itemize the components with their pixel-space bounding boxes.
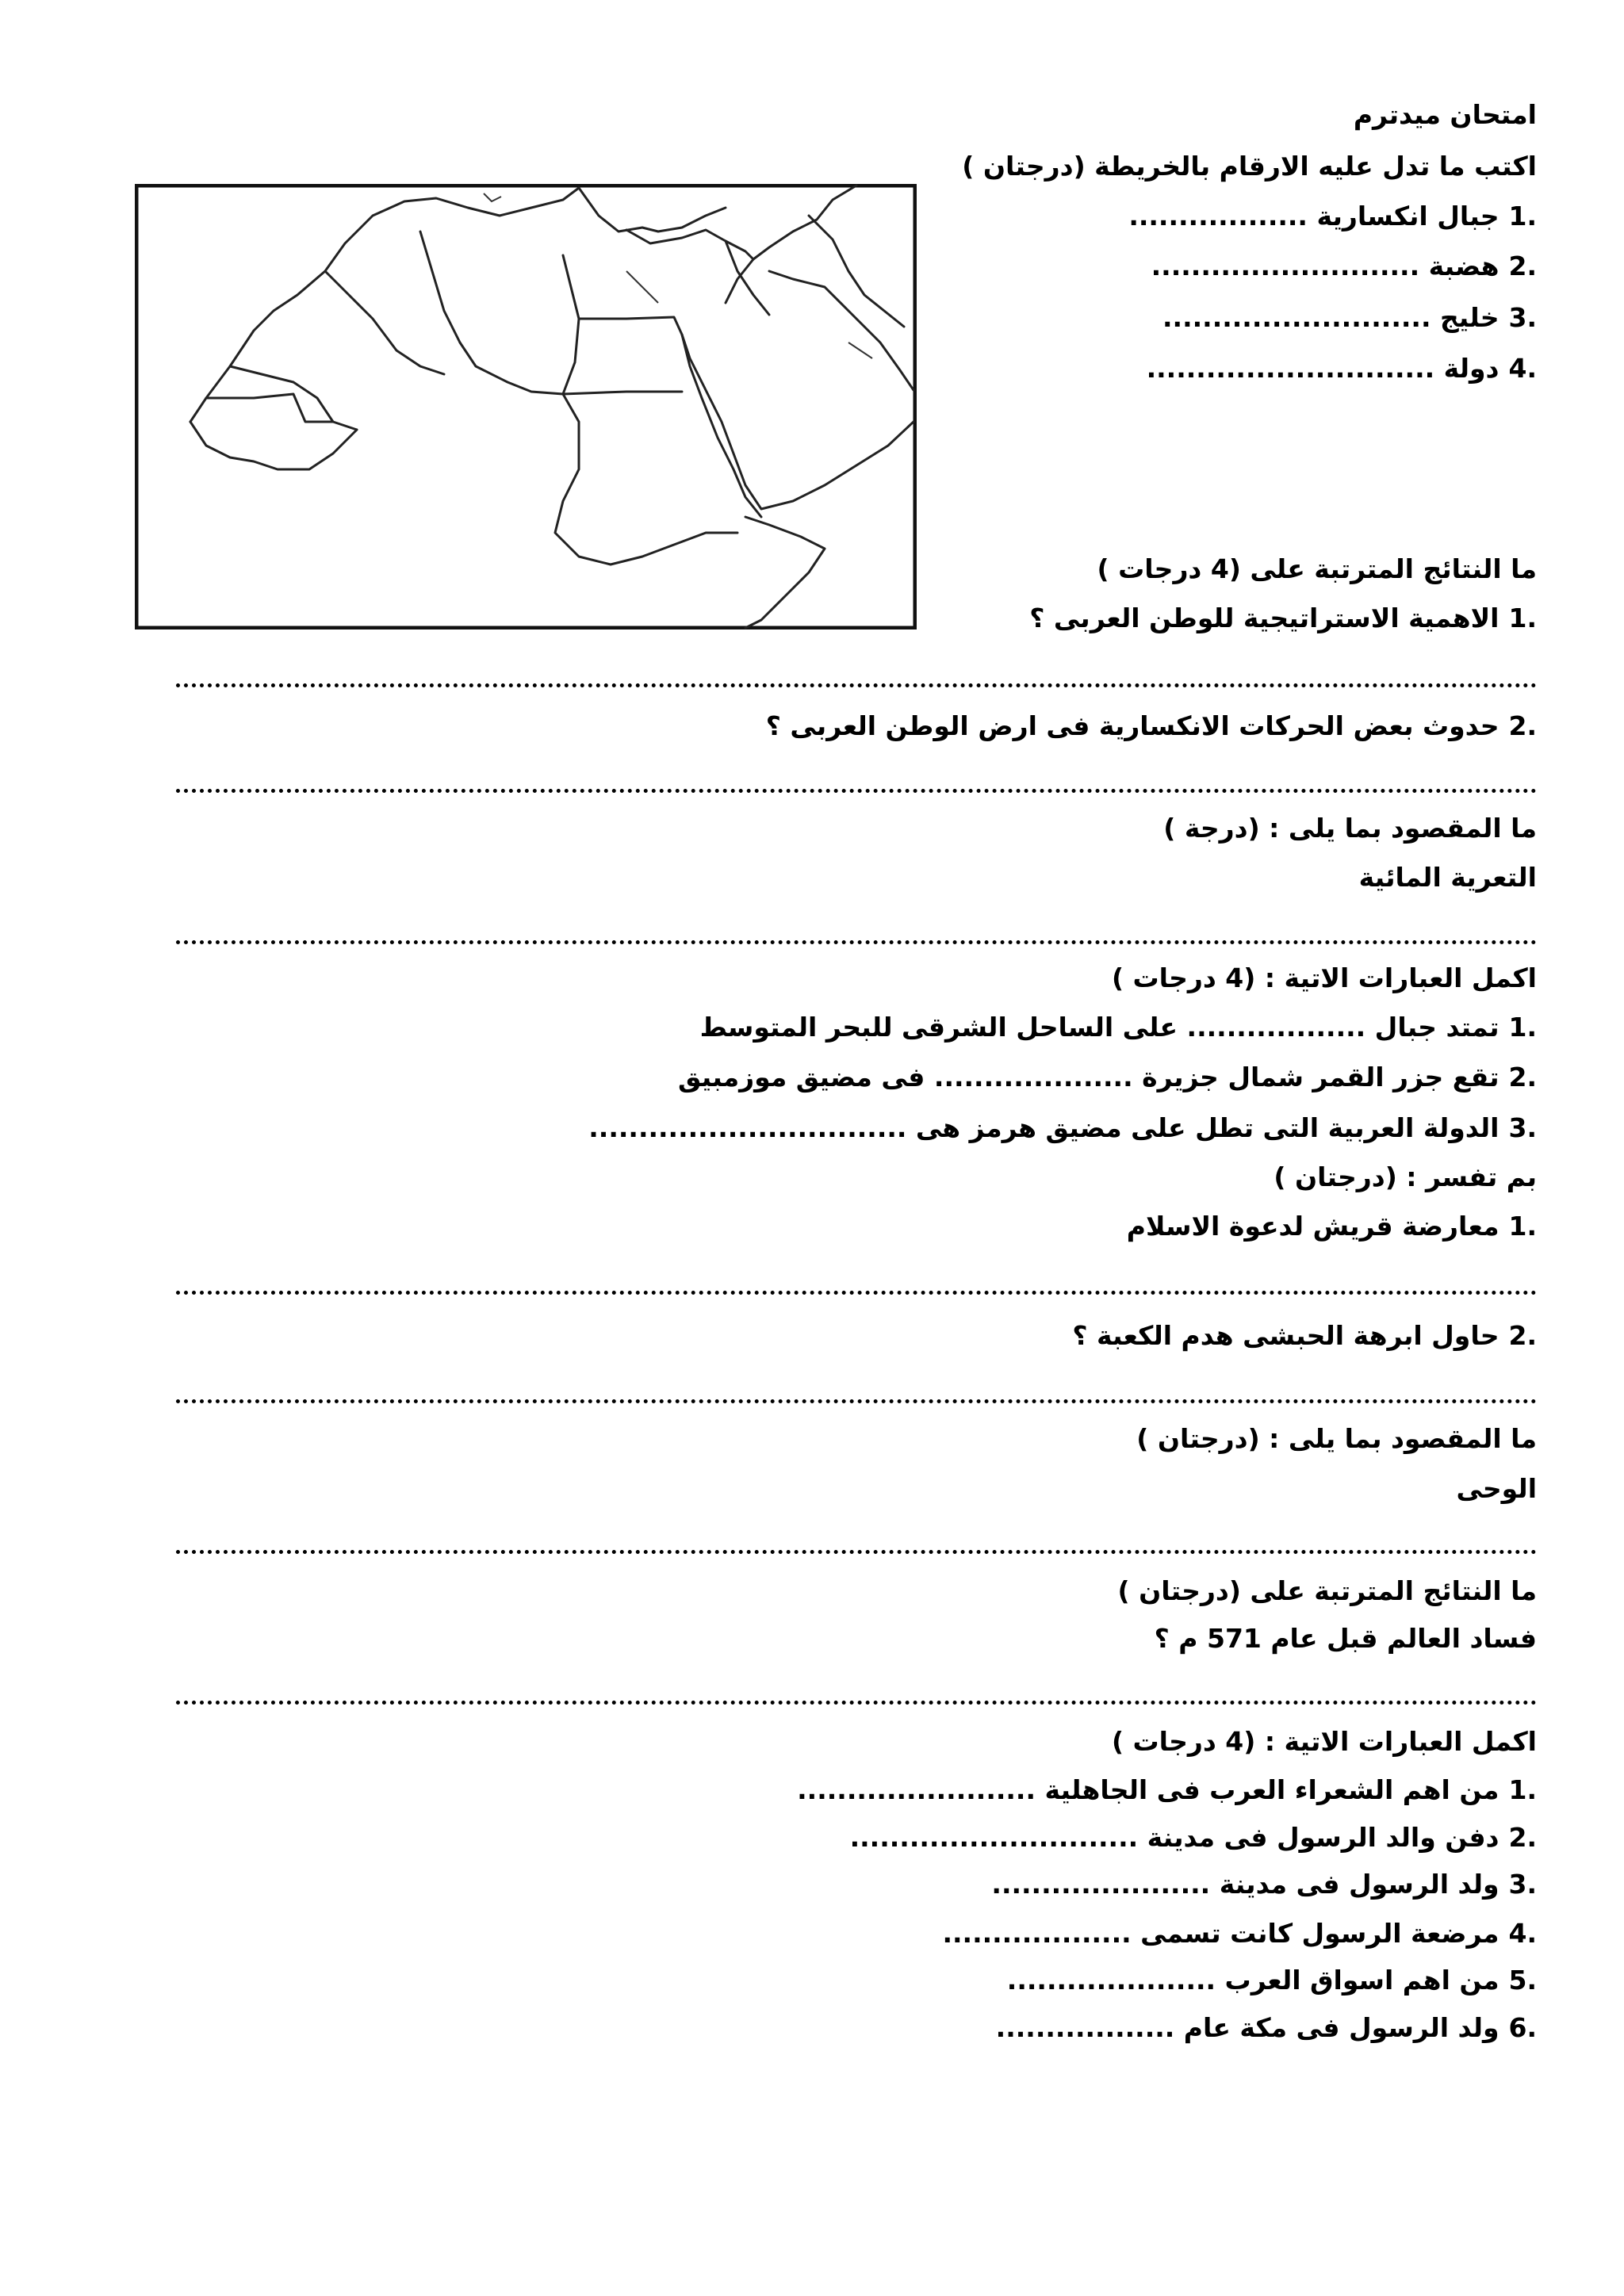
- item-number: 2.: [1508, 1822, 1537, 1853]
- map-item-text: هضبة ...........................: [1151, 251, 1500, 281]
- complete-item-text: مرضعة الرسول كانت تسمى ...................: [942, 1918, 1500, 1949]
- answer-line[interactable]: [176, 940, 1537, 944]
- explain-heading: بم تفسر : (درجتان ): [1274, 1161, 1537, 1192]
- results-question: [1029, 602, 1537, 634]
- answer-line[interactable]: [176, 1399, 1537, 1403]
- item-number: 1.: [1508, 1211, 1537, 1242]
- explain-question: [1127, 1210, 1537, 1242]
- question-text: حاول ابرهة الحبشى هدم الكعبة ؟: [1072, 1320, 1500, 1351]
- item-number: 3.: [1508, 1869, 1537, 1900]
- item-number: 1.: [1508, 603, 1537, 633]
- answer-line[interactable]: [176, 1291, 1537, 1295]
- answer-line[interactable]: [176, 789, 1537, 793]
- complete-item: [797, 1774, 1537, 1806]
- results-heading: ما النتائج المترتبة على (4 درجات ): [1097, 553, 1537, 584]
- item-number: 5.: [1508, 1965, 1537, 1996]
- complete-item: [991, 1868, 1537, 1900]
- item-number: 4.: [1508, 1918, 1537, 1949]
- meaning-heading: ما المقصود بما يلى : (درجة ): [1163, 813, 1537, 844]
- complete-item: [678, 1061, 1537, 1093]
- item-number: 1.: [1508, 201, 1537, 232]
- arab-world-map: [135, 184, 917, 629]
- complete-item-text: ولد الرسول فى مكة عام ..................: [995, 2012, 1500, 2043]
- complete-heading: اكمل العبارات الاتية : (4 درجات ): [1111, 962, 1537, 993]
- complete-item-text: دفن والد الرسول فى مدينة .............................: [849, 1822, 1500, 1853]
- complete-item-text: تقع جزر القمر شمال جزيرة .................... فى مضيق موزمبيق: [678, 1062, 1500, 1093]
- complete-item-text: ولد الرسول فى مدينة ......................: [991, 1869, 1500, 1900]
- map-item-text: خليج ...........................: [1162, 302, 1500, 333]
- complete-item-text: من اهم الشعراء العرب فى الجاهلية ........................: [797, 1774, 1500, 1805]
- map-item-text: جبال انكسارية ..................: [1128, 201, 1500, 232]
- item-number: 2.: [1508, 1062, 1537, 1093]
- item-number: 1.: [1508, 1774, 1537, 1805]
- complete-item: [588, 1112, 1537, 1144]
- complete-heading: اكمل العبارات الاتية : (4 درجات ): [1111, 1726, 1537, 1757]
- question-text: حدوث بعض الحركات الانكسارية فى ارض الوطن العربى ؟: [765, 710, 1500, 741]
- complete-item-text: الدولة العربية التى تطل على مضيق هرمز هى ................................: [588, 1112, 1500, 1143]
- meaning-heading: ما المقصود بما يلى : (درجتان ): [1136, 1423, 1537, 1454]
- complete-item: [700, 1011, 1537, 1043]
- complete-item: [850, 1821, 1537, 1854]
- results-question: فساد العالم قبل عام 571 م ؟: [1154, 1623, 1537, 1654]
- item-number: 3.: [1508, 302, 1537, 333]
- answer-line[interactable]: [176, 683, 1537, 687]
- complete-item: [1007, 1964, 1537, 1996]
- item-number: 3.: [1508, 1112, 1537, 1143]
- complete-item: [942, 1917, 1537, 1950]
- map-item-text: دولة .............................: [1146, 353, 1500, 384]
- item-number: 4.: [1508, 353, 1537, 384]
- answer-line[interactable]: [176, 1550, 1537, 1554]
- map-item: [1151, 250, 1537, 282]
- exam-title: امتحان ميدترم: [1353, 99, 1537, 130]
- item-number: 6.: [1508, 2012, 1537, 2043]
- complete-item: [996, 2011, 1537, 2044]
- complete-item-text: من اهم اسواق العرب .....................: [1006, 1965, 1500, 1996]
- item-number: 2.: [1508, 710, 1537, 741]
- results-heading: ما النتائج المترتبة على (درجتان ): [1117, 1575, 1537, 1606]
- meaning-term: الوحى: [1456, 1473, 1537, 1504]
- meaning-term: التعرية المائية: [1358, 862, 1537, 893]
- map-item: [1162, 301, 1537, 334]
- item-number: 2.: [1508, 251, 1537, 281]
- question-text: معارضة قريش لدعوة الاسلام: [1126, 1211, 1500, 1242]
- explain-question: [1072, 1319, 1537, 1352]
- question-text: الاهمية الاستراتيجية للوطن العربى ؟: [1029, 603, 1500, 633]
- map-instruction: اكتب ما تدل عليه الارقام بالخريطة (درجتان ): [962, 151, 1537, 182]
- map-item: [1128, 200, 1537, 232]
- item-number: 2.: [1508, 1320, 1537, 1351]
- results-question: [766, 710, 1537, 742]
- complete-item-text: تمتد جبال .................. على الساحل الشرقى للبحر المتوسط: [699, 1012, 1500, 1043]
- answer-line[interactable]: [176, 1701, 1537, 1705]
- map-item: [1147, 352, 1537, 385]
- item-number: 1.: [1508, 1012, 1537, 1043]
